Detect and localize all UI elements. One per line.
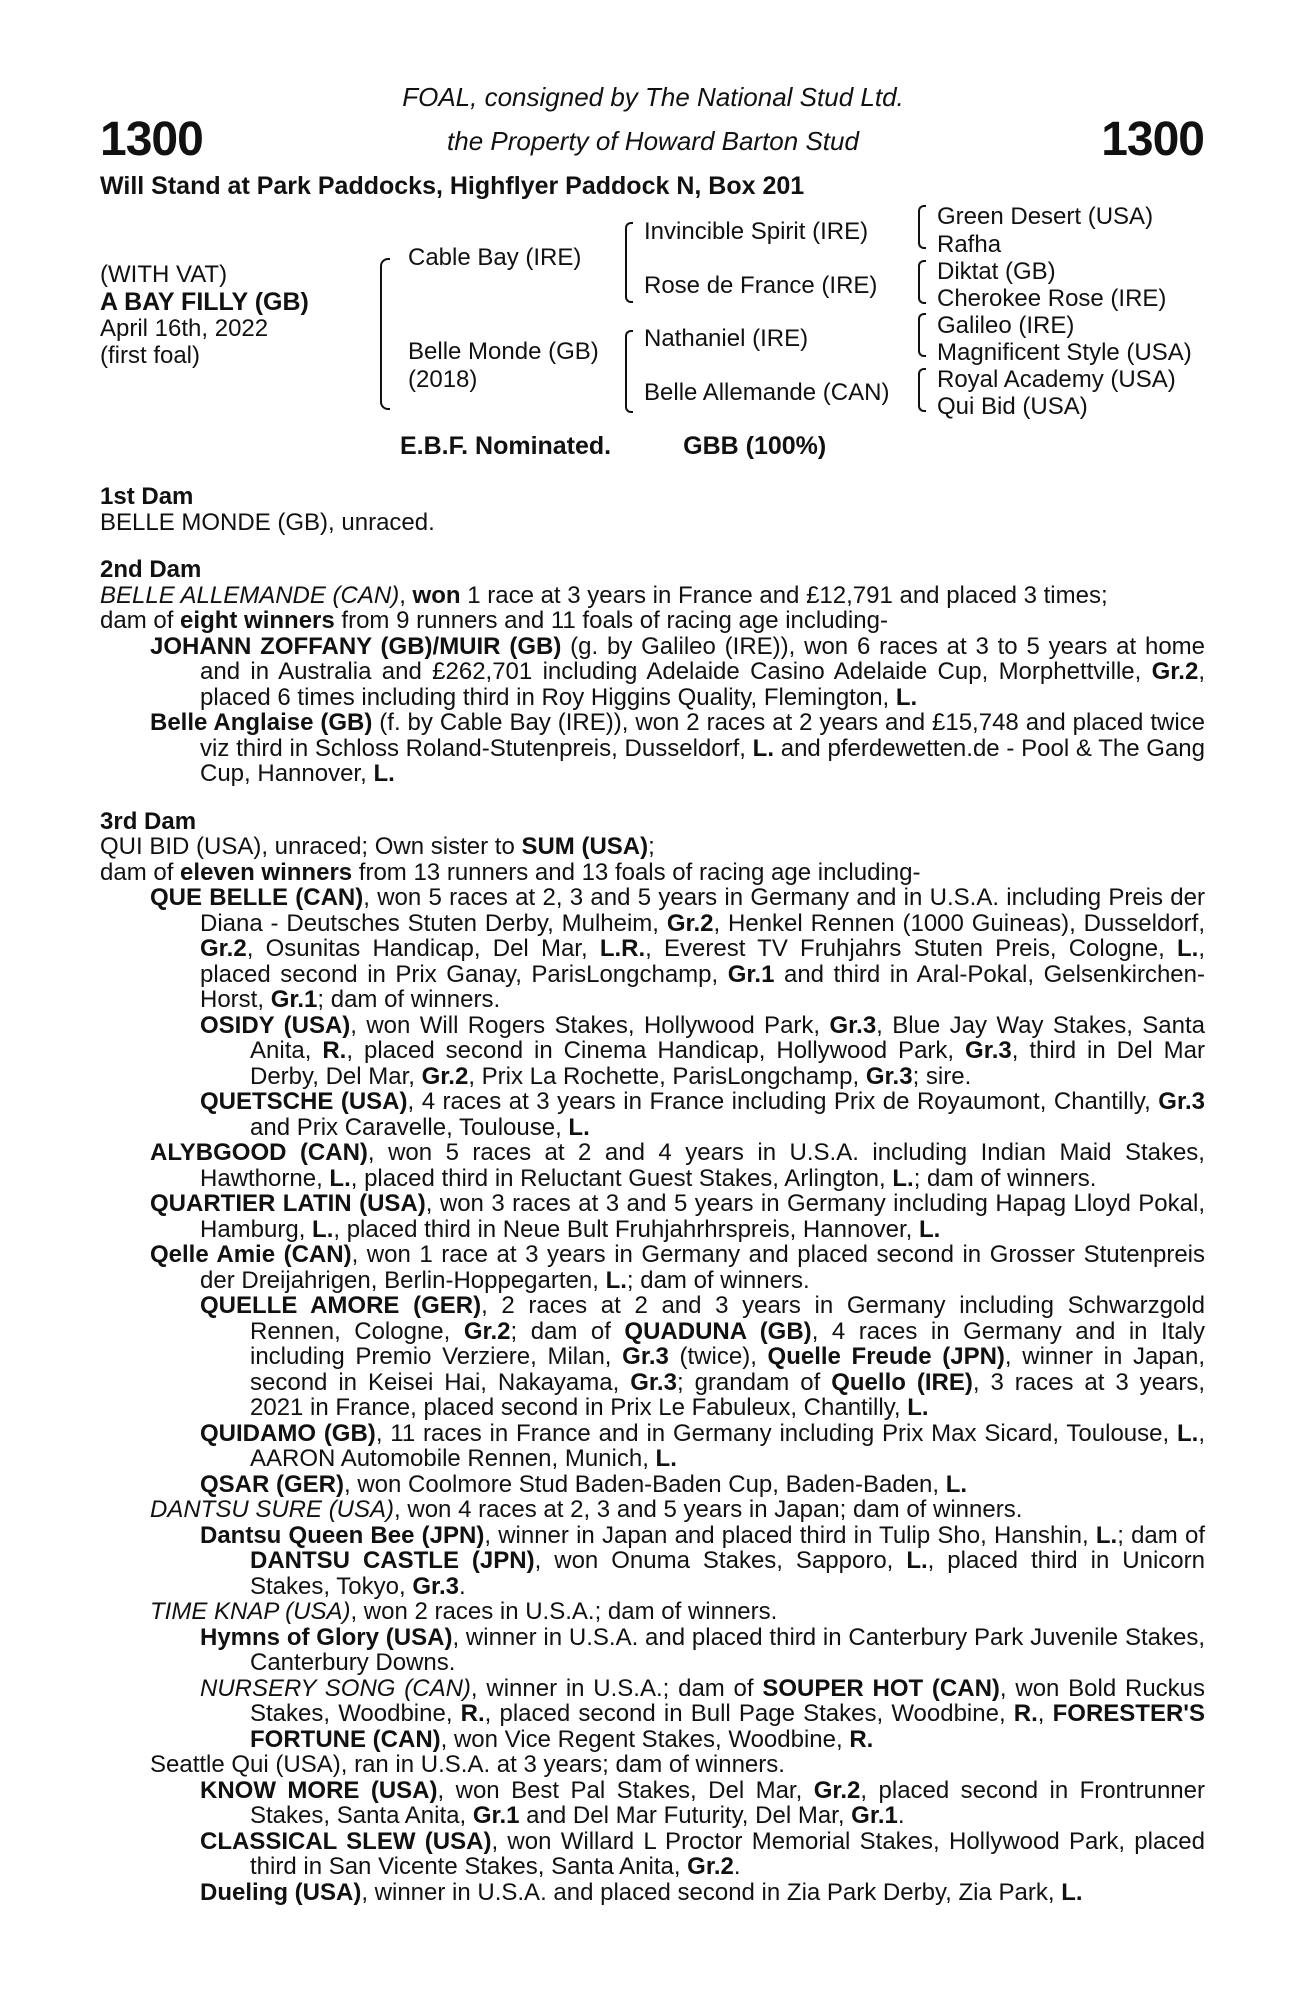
- grade: R.: [460, 1700, 485, 1727]
- produce-entry: [100, 1497, 1205, 1523]
- grade: L.: [655, 1445, 677, 1472]
- produce-entry: [100, 1242, 1205, 1293]
- text: and Prix Caravelle, Toulouse,: [250, 1113, 569, 1141]
- grade: L.: [892, 1164, 914, 1192]
- text: dam of: [100, 858, 181, 886]
- text: and third in Aral-Pokal, Gelsenkirchen-Horst,: [200, 960, 1205, 1013]
- grade: L.: [1177, 1419, 1199, 1447]
- text: , Prix La Rochette, ParisLongchamp,: [468, 1062, 866, 1090]
- text: , placed third in Unicorn Stakes, Tokyo,: [250, 1547, 1205, 1600]
- horse-name-bold: Qelle Amie (CAN): [150, 1241, 352, 1268]
- gp-2: Rafha: [937, 231, 1002, 258]
- property-line: the Property of Howard Barton Stud: [447, 126, 859, 156]
- text: , placed third in Reluctant Guest Stakes, Arlington,: [350, 1164, 893, 1192]
- stand-location: Will Stand at Park Paddocks, Highflyer Paddock N, Box 201: [100, 172, 805, 200]
- pedigree-bracket-g4: [918, 368, 926, 412]
- grade: L.: [945, 1470, 968, 1498]
- sire-dam: Rose de France (IRE): [644, 272, 878, 299]
- text: , placed third in Neue Bult Fruhjahrhrspreis, Hannover,: [333, 1215, 920, 1243]
- text: , winner in Japan and placed third in Tulip Sho, Hanshin,: [484, 1521, 1096, 1549]
- sire: Cable Bay (IRE): [408, 244, 582, 271]
- horse-name-bold: ALYBGOOD (CAN): [150, 1139, 368, 1166]
- produce-entry: [100, 1013, 1205, 1090]
- lot-number-right: 1300: [1101, 113, 1204, 166]
- foaling-date: April 16th, 2022: [100, 315, 269, 342]
- grade: R.: [322, 1037, 347, 1064]
- horse-name-italic: DANTSU SURE (USA): [150, 1496, 395, 1523]
- grade: L.R.: [599, 935, 646, 962]
- horse-name-bold: QUIDAMO (GB): [200, 1419, 376, 1447]
- dam-year: (2018): [408, 366, 478, 393]
- gp-7: Royal Academy (USA): [937, 366, 1176, 393]
- text: from 9 runners and 11 foals of racing age including-: [334, 607, 888, 634]
- text: , placed 6 times including third in Roy Higgins Quality, Flemington,: [200, 658, 1205, 711]
- text: , Blue Jay Way Stakes, Santa Anita,: [250, 1011, 1205, 1064]
- produce-entry: [100, 1140, 1205, 1191]
- gp-1: Green Desert (USA): [937, 203, 1154, 230]
- text: , winner in U.S.A. and placed second in Zia Park Derby, Zia Park,: [361, 1878, 1062, 1906]
- grade: L.: [1177, 935, 1199, 962]
- dam: Belle Monde (GB): [408, 338, 599, 365]
- won-label: won: [412, 581, 461, 609]
- text: , 4 races in Germany and in Italy including Premio Verziere, Milan,: [250, 1317, 1206, 1370]
- horse-name-bold: KNOW MORE (USA): [200, 1776, 438, 1804]
- text: ; dam of: [510, 1317, 625, 1345]
- text: , won 3 races at 3 and 5 years in Germany including Hapag Lloyd Pokal, Hamburg,: [200, 1190, 1205, 1243]
- grade: Gr.3: [829, 1011, 877, 1039]
- horse-name-bold: Belle Anglaise (GB): [150, 709, 373, 736]
- produce-entry: [100, 710, 1205, 787]
- grade: Gr.2: [200, 935, 247, 962]
- first-dam-text: BELLE MONDE (GB), unraced.: [100, 508, 435, 536]
- text: ,: [1037, 1700, 1053, 1727]
- text: , won Best Pal Stakes, Del Mar,: [437, 1776, 814, 1804]
- grade: Gr.3: [412, 1572, 460, 1600]
- text: , 11 races in France and in Germany including Prix Max Sicard, Toulouse,: [375, 1419, 1177, 1447]
- pedigree-bracket-g1: [918, 205, 926, 249]
- grade: Gr.3: [965, 1037, 1012, 1064]
- grade: L.: [907, 1394, 929, 1421]
- produce-entry: [100, 1829, 1205, 1880]
- text: , placed second in Bull Page Stakes, Woodbine,: [484, 1700, 1014, 1727]
- consignor-line: FOAL, consigned by The National Stud Ltd.: [402, 82, 904, 112]
- grade: L.: [752, 734, 774, 762]
- horse-name-bold: Dantsu Queen Bee (JPN): [200, 1521, 485, 1549]
- grade: L.: [329, 1164, 351, 1192]
- second-dam-line: BELLE ALLEMANDE (CAN), won 1 race at 3 years in France and £12,791 and placed 3 times;: [100, 581, 1108, 609]
- text: , won Coolmore Stud Baden-Baden Cup, Baden-Baden,: [344, 1470, 946, 1498]
- text: ; dam of winners.: [317, 986, 501, 1013]
- horse-name-bold: QUE BELLE (CAN): [150, 884, 364, 911]
- grade: L.: [1095, 1521, 1118, 1549]
- produce-entry: [100, 1191, 1205, 1242]
- text: ; dam of winners.: [913, 1164, 1097, 1192]
- text: (f. by Cable Bay (IRE)), won 2 races at 2 years and £15,748 and placed twice viz third in Schloss Roland-Stutenpreis, Dusseldorf,: [200, 709, 1206, 762]
- produce-entry: [100, 1089, 1205, 1140]
- pedigree-bracket-g2: [918, 260, 926, 304]
- horse-name-bold: OSIDY (USA): [200, 1011, 351, 1039]
- gp-3: Diktat (GB): [937, 258, 1056, 285]
- produce-entry: [100, 1472, 1205, 1498]
- grade: Gr.1: [851, 1802, 898, 1829]
- produce-entry: [100, 1293, 1205, 1421]
- text: , won 4 races at 2, 3 and 5 years in Japan; dam of winners.: [394, 1496, 1023, 1523]
- pedigree-bracket-g3: [918, 313, 926, 357]
- horse-name-bold: QUARTIER LATIN (USA): [150, 1190, 426, 1217]
- grade: L.: [373, 760, 395, 787]
- grade: Gr.1: [472, 1802, 520, 1829]
- text: , won Willard L Proctor Memorial Stakes, Hollywood Park, placed third in San Vicente Stakes, Santa Anita,: [250, 1827, 1205, 1880]
- produce-entry: Seattle Qui (USA), ran in U.S.A. at 3 years; dam of winners.: [150, 1751, 785, 1778]
- text: , winner in U.S.A. and placed third in Canterbury Park Juvenile Stakes, Canterbury Downs.: [250, 1623, 1205, 1676]
- horse-name-italic: NURSERY SONG (CAN): [200, 1674, 471, 1702]
- second-dam-name: BELLE ALLEMANDE (CAN): [100, 581, 400, 609]
- text: , placed second in Prix Ganay, ParisLongchamp,: [200, 935, 1205, 988]
- text: , Everest TV Fruhjahrs Stuten Preis, Cologne,: [645, 935, 1177, 962]
- produce-entry: [100, 1421, 1205, 1472]
- second-dam-heading: 2nd Dam: [100, 556, 202, 583]
- gp-6: Magnificent Style (USA): [937, 339, 1192, 366]
- grade: Gr.1: [727, 960, 775, 988]
- grade: Gr.2: [687, 1853, 734, 1880]
- third-dam-produce-line: [100, 860, 1205, 886]
- grade: Gr.2: [666, 909, 714, 937]
- dam-sire: Nathaniel (IRE): [644, 325, 809, 352]
- text: , third in Del Mar Derby, Del Mar,: [250, 1037, 1205, 1090]
- dam-dam: Belle Allemande (CAN): [644, 379, 890, 406]
- text: ; dam of winners.: [626, 1266, 810, 1294]
- text: , won Bold Ruckus Stakes, Woodbine,: [250, 1674, 1206, 1727]
- nominations: [400, 432, 898, 461]
- produce-entry: [100, 1676, 1205, 1753]
- grade: Gr.1: [270, 986, 318, 1013]
- horse-name-bold: Quelle Freude (JPN): [767, 1343, 1005, 1370]
- grade: Gr.3: [865, 1062, 913, 1090]
- text: , won 2 races in U.S.A.; dam of winners.: [350, 1598, 778, 1625]
- horse-name-bold: DANTSU CASTLE (JPN): [250, 1547, 535, 1574]
- text: , 2 races at 2 and 3 years in Germany including Schwarzgold Rennen, Cologne,: [250, 1292, 1205, 1345]
- grade: R.: [849, 1725, 874, 1753]
- text: , winner in Japan, second in Keisei Hai, Nakayama,: [250, 1343, 1206, 1396]
- produce-entry: [100, 1625, 1205, 1676]
- text: , won Will Rogers Stakes, Hollywood Park,: [350, 1011, 830, 1039]
- horse-name: A BAY FILLY (GB): [100, 288, 309, 316]
- horse-name-bold: FORESTER'S FORTUNE (CAN): [250, 1700, 1205, 1753]
- third-dam-heading: 3rd Dam: [100, 807, 197, 835]
- produce-entry: [100, 1523, 1205, 1600]
- text: , won Vice Regent Stakes, Woodbine,: [440, 1725, 850, 1753]
- produce-entry: [100, 1880, 1205, 1906]
- horse-name-bold: SOUPER HOT (CAN): [762, 1674, 1000, 1702]
- horse-name-bold: JOHANN ZOFFANY (GB)/MUIR (GB): [150, 632, 562, 660]
- grade: Gr.2: [463, 1317, 511, 1345]
- lot-number-left: 1300: [100, 113, 203, 166]
- gbb-status: GBB (100%): [683, 432, 827, 460]
- text: , 4 races at 3 years in France including Prix de Royaumont, Chantilly,: [407, 1088, 1159, 1115]
- text: QUI BID (USA), unraced; Own sister to: [100, 833, 522, 860]
- produce-entry: [100, 1599, 1205, 1625]
- horse-name-italic: TIME KNAP (USA): [150, 1598, 351, 1625]
- text: (g. by Galileo (IRE)), won 6 races at 3 to 5 years at home and in Australia and £262,701 including Adelaide Casino Adelaide Cup, Morphettville,: [200, 632, 1206, 685]
- grade: Gr.2: [1151, 658, 1199, 685]
- produce-entry: [100, 1778, 1205, 1829]
- produce-entry: [100, 885, 1205, 1013]
- grade: L.: [312, 1215, 334, 1243]
- text: , won 1 race at 3 years in Germany and placed second in Grosser Stutenpreis der Dreijahrigen, Berlin-Hoppegarten,: [200, 1241, 1205, 1294]
- winners-count: eleven winners: [180, 858, 353, 886]
- text: , placed second in Cinema Handicap, Hollywood Park,: [346, 1037, 966, 1064]
- text: ; grandam of: [676, 1368, 832, 1396]
- third-dam-line: [100, 834, 1205, 860]
- text: , placed second in Frontrunner Stakes, Santa Anita,: [250, 1776, 1205, 1829]
- grade: L.: [1061, 1878, 1083, 1906]
- gp-5: Galileo (IRE): [937, 312, 1075, 339]
- text: , Osunitas Handicap, Del Mar,: [246, 935, 600, 962]
- text: , Henkel Rennen (1000 Guineas), Dusseldorf,: [713, 909, 1205, 937]
- grade: Gr.2: [813, 1776, 861, 1804]
- horse-name-bold: Hymns of Glory (USA): [200, 1623, 453, 1651]
- text: ; sire.: [912, 1062, 972, 1090]
- text: and pferdewetten.de - Pool & The Gang Cup, Hannover,: [200, 734, 1205, 787]
- grade: L.: [906, 1547, 928, 1574]
- horse-name-bold: QUADUNA (GB): [624, 1317, 812, 1345]
- text: , won 5 races at 2 and 4 years in U.S.A. including Indian Maid Stakes, Hawthorne,: [200, 1139, 1205, 1192]
- text: , won 5 races at 2, 3 and 5 years in Germany and in U.S.A. including Preis der Diana - Deutsches Stuten Derby, Mulheim,: [200, 884, 1205, 937]
- grade: Gr.2: [421, 1062, 469, 1090]
- sire-sire: Invincible Spirit (IRE): [644, 218, 869, 245]
- second-dam-produce-line: [100, 608, 1205, 634]
- ebf-nominated: E.B.F. Nominated.: [400, 432, 612, 460]
- text: dam of: [100, 607, 181, 634]
- text: , 3 races at 3 years, 2021 in France, placed second in Prix Le Fabuleux, Chantilly,: [250, 1368, 1206, 1421]
- pedigree-bracket-dam: [625, 330, 633, 413]
- horse-name-bold: CLASSICAL SLEW (USA): [200, 1827, 492, 1855]
- text: .: [897, 1802, 905, 1829]
- foal-note: (first foal): [100, 342, 201, 369]
- second-dam-record: 1 race at 3 years in France and £12,791 and placed 3 times;: [460, 581, 1108, 609]
- text: (twice),: [668, 1343, 768, 1370]
- gp-4: Cherokee Rose (IRE): [937, 285, 1167, 312]
- grade: L.: [568, 1113, 590, 1141]
- grade: L.: [895, 683, 918, 711]
- horse-name-bold: SUM (USA): [521, 833, 649, 860]
- horse-name-bold: QUELLE AMORE (GER): [200, 1292, 482, 1319]
- text: from 13 runners and 13 foals of racing age including-: [352, 858, 921, 886]
- gp-8: Qui Bid (USA): [937, 393, 1088, 420]
- grade: R.: [1013, 1700, 1038, 1727]
- pedigree-bracket-main: [380, 258, 390, 410]
- text: ;: [648, 833, 655, 860]
- text: , winner in U.S.A.; dam of: [470, 1674, 763, 1702]
- grade: Gr.3: [622, 1343, 669, 1370]
- grade: Gr.3: [1158, 1088, 1205, 1115]
- text: , AARON Automobile Rennen, Munich,: [250, 1419, 1205, 1472]
- text: and Del Mar Futurity, Del Mar,: [519, 1802, 852, 1829]
- text: .: [459, 1572, 466, 1600]
- produce-entry: [100, 634, 1205, 711]
- grade: L.: [605, 1266, 627, 1294]
- text: , won Onuma Stakes, Sapporo,: [534, 1547, 907, 1574]
- horse-name-bold: QUETSCHE (USA): [200, 1088, 408, 1115]
- text: .: [733, 1853, 741, 1880]
- pedigree-bracket-sire: [625, 222, 633, 303]
- vat-note: (WITH VAT): [100, 261, 228, 288]
- text: ; dam of: [1117, 1521, 1205, 1549]
- horse-name-bold: QSAR (GER): [200, 1470, 344, 1498]
- grade: L.: [919, 1215, 941, 1243]
- horse-name-bold: Dueling (USA): [200, 1878, 362, 1906]
- grade: Gr.3: [630, 1368, 677, 1396]
- horse-name-bold: Quello (IRE): [831, 1368, 973, 1396]
- winners-count: eight winners: [180, 607, 335, 634]
- first-dam-heading: 1st Dam: [100, 483, 194, 510]
- catalogue-body: [100, 480, 1205, 1905]
